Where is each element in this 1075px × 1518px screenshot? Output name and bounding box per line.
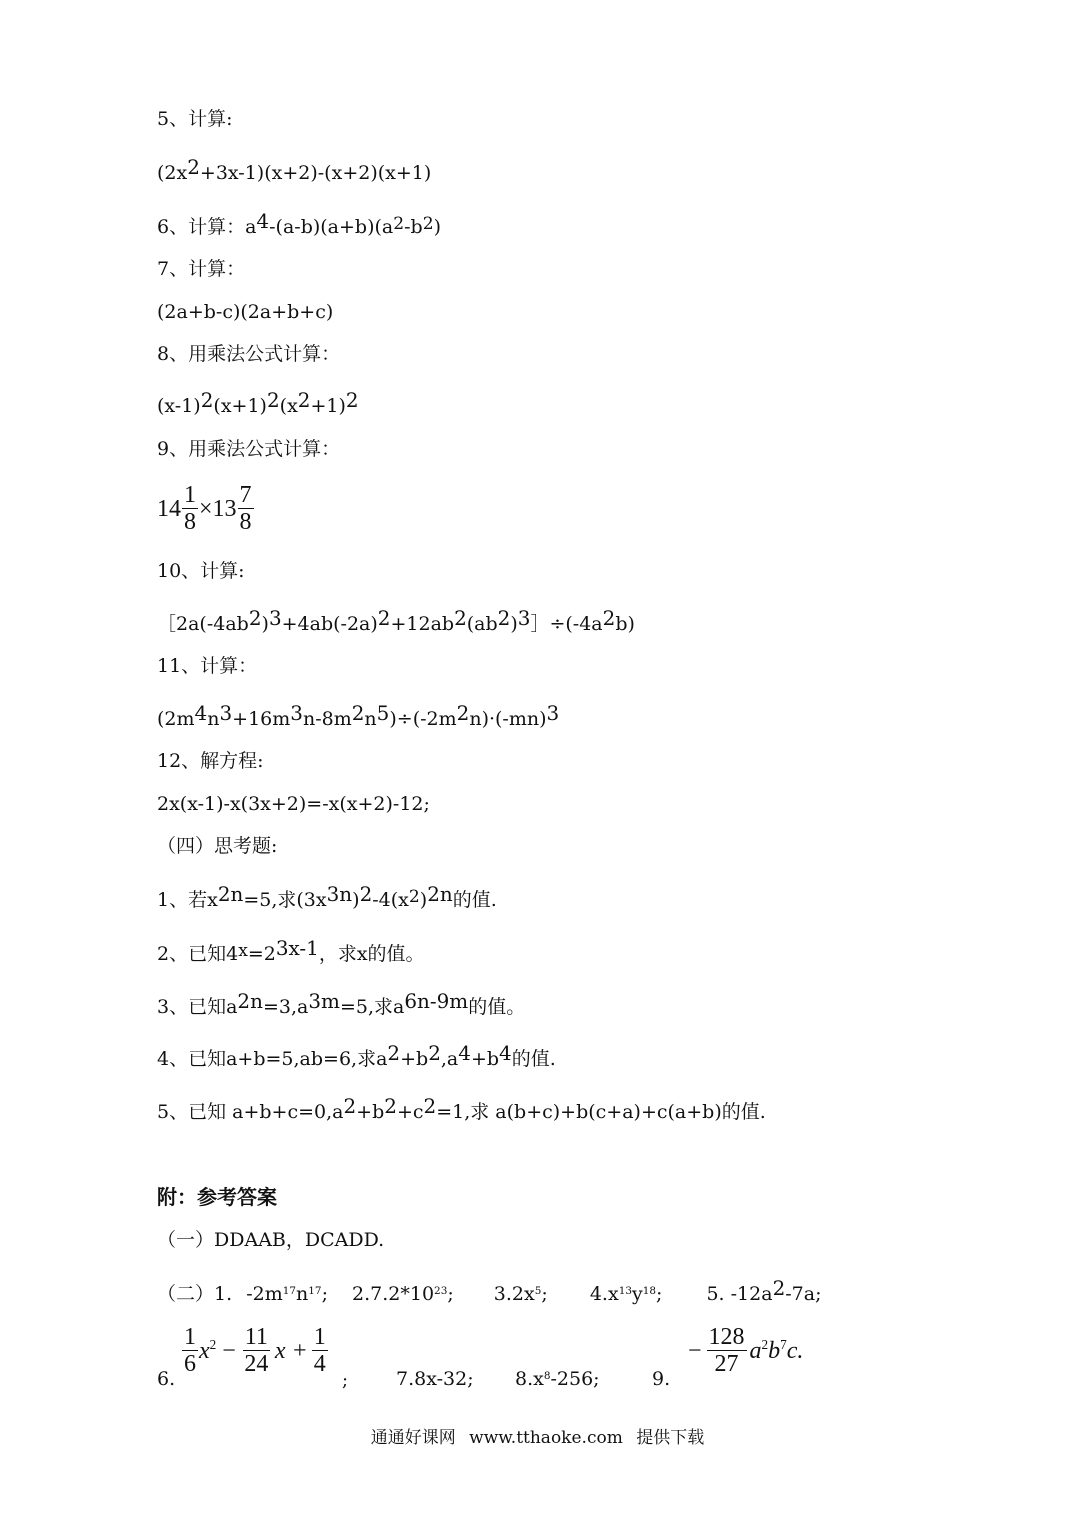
answers-part-1: （一）DDAAB，DCADD. [157, 1229, 385, 1251]
problem-12-label: 12、解方程: [157, 750, 264, 772]
answer-2-6-expression: $\frac{1}{6}$ $x^2$ − $\frac{11}{24}$ x + $\frac{1}{4}$ [184, 1324, 326, 1378]
answers-heading: 附：参考答案 [157, 1185, 277, 1209]
problem-11-expression: $(2m^4n^3+16m^3n-8m^2n^5)\div(-2m^2n)\cdot(-mn)^3$ [157, 701, 560, 730]
answer-2-1: $-2m^{17}n^{17}$; [246, 1283, 328, 1305]
problem-5-label: 5、计算: [157, 108, 233, 130]
answer-2-6-label: 6. [157, 1368, 176, 1390]
thinking-question-4: 4、已知a+b=5,ab=6,求$a^2+b^2,a^4+b^4$的值. [157, 1041, 556, 1070]
page-footer [0, 1423, 1075, 1448]
problem-8-label: 8、用乘法公式计算： [157, 343, 341, 365]
thinking-question-2: 2、已知$4^x=2^{3x-1}$，求x的值。 [157, 936, 425, 965]
answer-2-6-semicolon: ; [342, 1370, 349, 1391]
footer-url[interactable]: www.tthaoke.com [469, 1428, 623, 1448]
problem-10-label: 10、计算: [157, 560, 245, 582]
answer-2-4: $4.x^{13}y^{18}$; [589, 1283, 663, 1305]
thinking-question-1: 1、若$x^{2n}=5$,求$(3x^{3n})^2-4(x^2)^{2n}$的值. [157, 882, 497, 911]
problem-10-expression: $[2a(-4ab^2)^3+4ab(-2a)^2+12ab^2(ab^2)^3]\div(-4a^2b)$ [157, 606, 635, 635]
answer-2-3: $3.2x^5$; [493, 1283, 548, 1305]
answer-2-2: $2.7.2*10^{23}$; [352, 1283, 454, 1305]
thinking-heading: （四）思考题: [157, 835, 278, 857]
problem-6: 6、计算：$a^4-(a-b)(a+b)(a^2-b^2)$ [157, 209, 442, 238]
answers-part-2: （二）1. $-2m^{17}n^{17}$; $2.7.2*10^{23}$; $3.2x^5$; $4.x^{13}y^{18}$; 5. $-12a^2-7a$; [157, 1276, 822, 1305]
footer-site-name: 通通好课网 [370, 1428, 456, 1448]
answer-2-9-expression: − $\frac{128}{27}$ $a^2b^7c$. [688, 1324, 804, 1378]
problem-12-equation: 2x(x-1)-x(3x+2)=-x(x+2)-12; [157, 793, 430, 815]
problem-7-expression: (2a+b-c)(2a+b+c) [157, 301, 334, 323]
problem-11-label: 11、计算： [157, 655, 258, 677]
problem-9-label: 9、用乘法公式计算： [157, 438, 341, 460]
fraction-1-8: $\frac{1}{8}$ [184, 482, 196, 536]
thinking-question-5: 5、已知 $a+b+c=0,a^2+b^2+c^2=1$,求 a(b+c)+b(c+a)+c(a+b)的值. [157, 1094, 766, 1123]
footer-suffix: 提供下载 [636, 1428, 705, 1448]
answer-2-5: 5. $-12a^2-7a$; [706, 1276, 822, 1305]
problem-8-expression: $(x-1)^2(x+1)^2(x^2+1)^2$ [157, 388, 359, 417]
answer-2-9-label: 9. [652, 1368, 671, 1390]
problem-9-expression: 14 $\frac{1}{8}$ ×13 $\frac{7}{8}$ [157, 482, 252, 536]
answer-2-7: 7.8x-32; [396, 1368, 474, 1390]
fraction-7-8: $\frac{7}{8}$ [239, 482, 252, 536]
problem-7-label: 7、计算： [157, 258, 246, 280]
answer-2-8: $8.x^8-256$; [515, 1368, 600, 1390]
thinking-question-3: 3、已知$a^{2n}=3,a^{3m}=5$,求$a^{6n-9m}$的值。 [157, 989, 526, 1018]
problem-5-expression: $(2x^2+3x-1)(x+2)-(x+2)(x+1)$ [157, 155, 432, 184]
